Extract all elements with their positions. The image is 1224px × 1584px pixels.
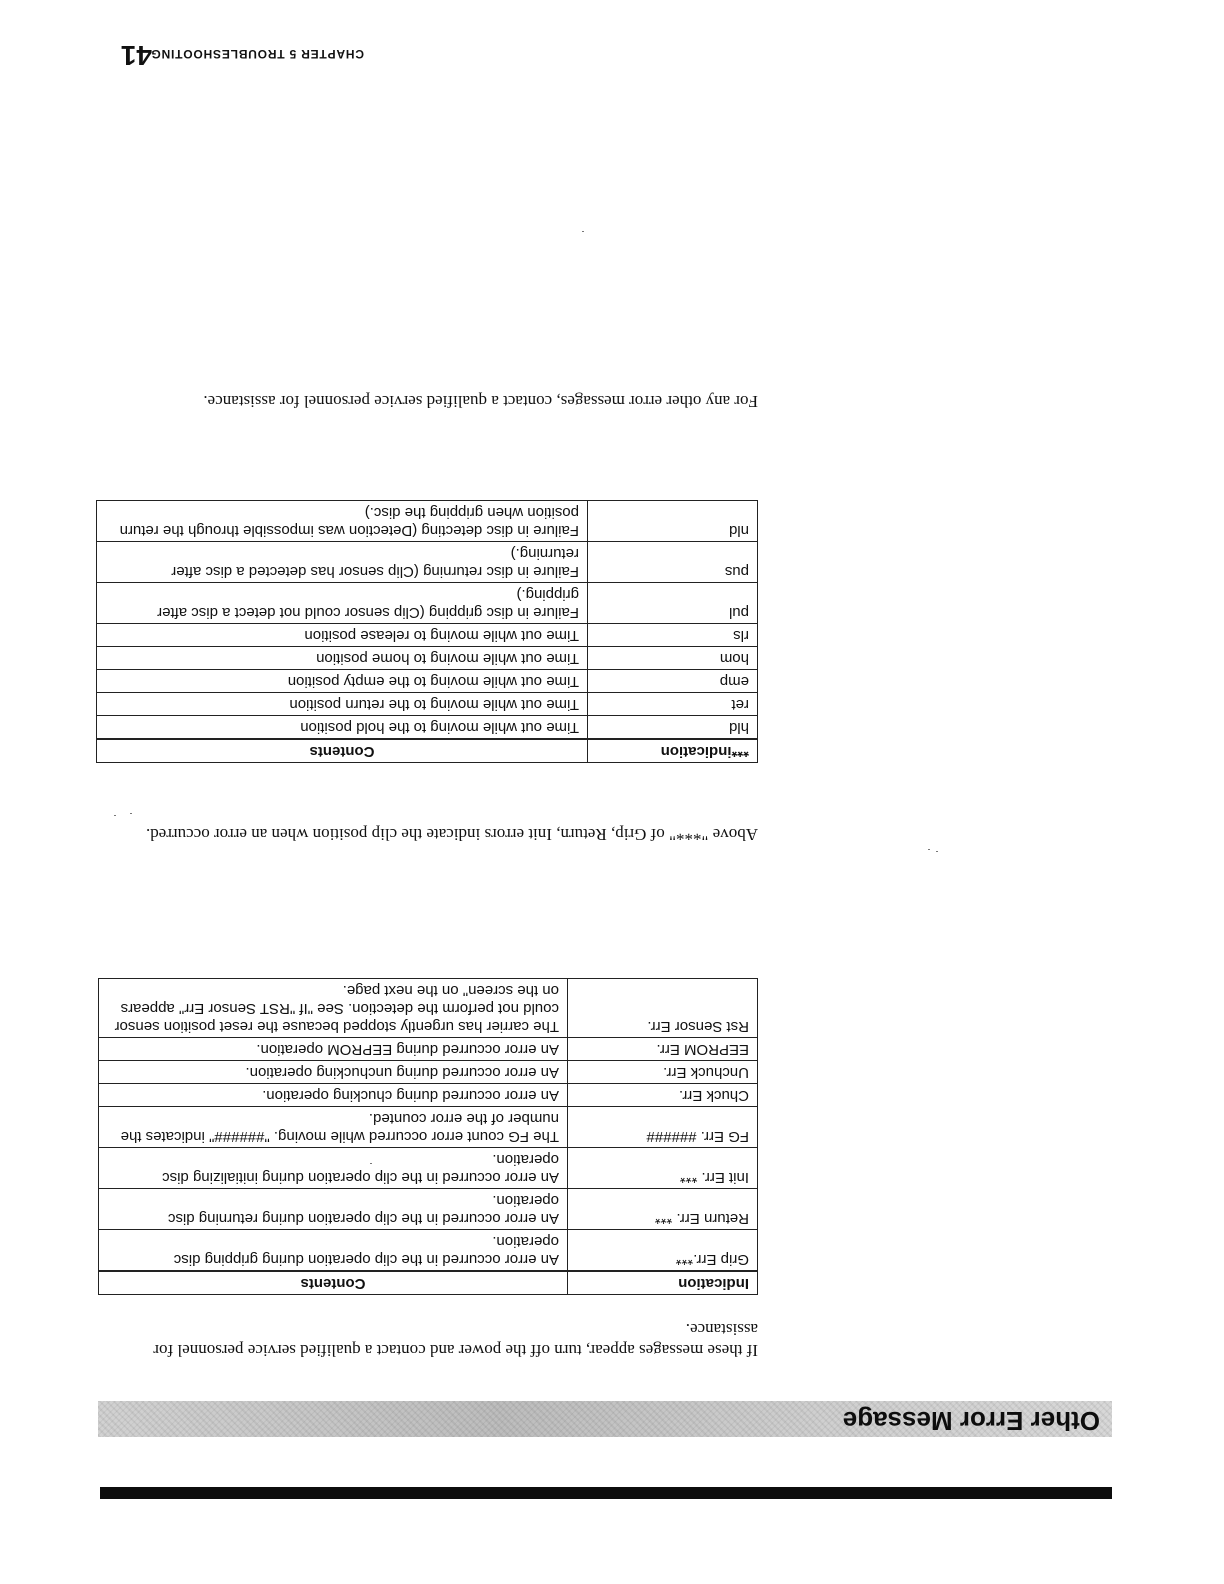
table-row	[97, 693, 758, 716]
contents-cell: Time out while moving to release position	[97, 624, 588, 647]
clip-position-table	[96, 500, 758, 763]
table-row	[99, 1084, 758, 1107]
chapter-header: CHAPTER 5 TROUBLESHOOTING	[150, 47, 364, 61]
clip-position-note: Above "***" of Grip, Return, Init errors indicate the clip position when an error occurred.	[146, 825, 758, 844]
indication-cell: nld	[588, 501, 758, 542]
table-row	[99, 1038, 758, 1061]
scan-speck	[936, 851, 938, 852]
table-row	[99, 1148, 758, 1189]
indication-cell: Rst Sensor Err.	[568, 979, 758, 1038]
scan-speck	[130, 813, 132, 814]
closing-paragraph: For any other error messages, contact a qualified service personnel for assistance.	[203, 392, 758, 411]
page-number: 41	[120, 40, 152, 71]
column-header-indication: Indication	[568, 1271, 758, 1295]
contents-cell: The carrier has urgently stopped because the reset position sensor could not perform the detection. See "If "RST Sensor Err" appears on the screen" on the next page.	[99, 979, 568, 1038]
contents-cell: An error occurred in the clip operation during gripping disc operation.	[99, 1230, 568, 1272]
indication-cell: EEPROM Err.	[568, 1038, 758, 1061]
table-header-row	[97, 739, 758, 763]
scan-speck	[370, 1163, 372, 1164]
table-row	[99, 1107, 758, 1148]
table-header-row	[99, 1271, 758, 1295]
error-message-table	[98, 978, 758, 1295]
table-row	[97, 542, 758, 583]
table-row	[97, 716, 758, 740]
indication-cell: pus	[588, 542, 758, 583]
contents-cell: An error occurred during chucking operation.	[99, 1084, 568, 1107]
indication-cell: Grip Err.***	[568, 1230, 758, 1272]
column-header-contents: Contents	[99, 1271, 568, 1295]
contents-cell: An error occurred in the clip operation during returning disc operation.	[99, 1189, 568, 1230]
contents-cell: Failure in disc returning (Clip sensor has detected a disc after returning.)	[97, 542, 588, 583]
top-rule-divider	[100, 1487, 1112, 1499]
indication-cell: Init Err. ***	[568, 1148, 758, 1189]
contents-cell: Time out while moving to the hold position	[97, 716, 588, 740]
table-row	[99, 1230, 758, 1272]
contents-cell: Failure in disc detecting (Detection was impossible through the return position when gripping the disc.)	[97, 501, 588, 542]
table-row	[97, 647, 758, 670]
table-row	[97, 670, 758, 693]
contents-cell: Failure in disc gripping (Clip sensor could not detect a disc after gripping.)	[97, 583, 588, 624]
column-header-indication: ***indication	[588, 739, 758, 763]
indication-cell: Unchuck Err.	[568, 1061, 758, 1084]
scan-speck	[114, 815, 116, 816]
contents-cell: Time out while moving to the empty position	[97, 670, 588, 693]
table-row	[97, 583, 758, 624]
indication-cell: FG Err. ######	[568, 1107, 758, 1148]
table-row	[99, 979, 758, 1038]
section-heading-band	[98, 1401, 1112, 1437]
indication-cell: Chuck Err.	[568, 1084, 758, 1107]
table-row	[97, 501, 758, 542]
contents-cell: The FG count error occurred while moving. "######" indicates the number of the error counted.	[99, 1107, 568, 1148]
scan-speck	[582, 231, 584, 232]
contents-cell: Time out while moving to home position	[97, 647, 588, 670]
indication-cell: rls	[588, 624, 758, 647]
indication-cell: hld	[588, 716, 758, 740]
column-header-contents: Contents	[97, 739, 588, 763]
intro-paragraph: If these messages appear, turn off the power and contact a qualified service personnel for assistance.	[153, 1320, 758, 1360]
scan-speck	[928, 849, 930, 850]
contents-cell: An error occurred during EEPROM operation.	[99, 1038, 568, 1061]
table-row	[99, 1061, 758, 1084]
table-row	[97, 624, 758, 647]
indication-cell: ret	[588, 693, 758, 716]
contents-cell: An error occurred during unchucking operation.	[99, 1061, 568, 1084]
table-row	[99, 1189, 758, 1230]
indication-cell: hom	[588, 647, 758, 670]
section-title: Other Error Message	[842, 1406, 1100, 1436]
indication-cell: Return Err. ***	[568, 1189, 758, 1230]
indication-cell: pul	[588, 583, 758, 624]
indication-cell: emp	[588, 670, 758, 693]
contents-cell: An error occurred in the clip operation during initializing disc operation.	[99, 1148, 568, 1189]
contents-cell: Time out while moving to the return position	[97, 693, 588, 716]
